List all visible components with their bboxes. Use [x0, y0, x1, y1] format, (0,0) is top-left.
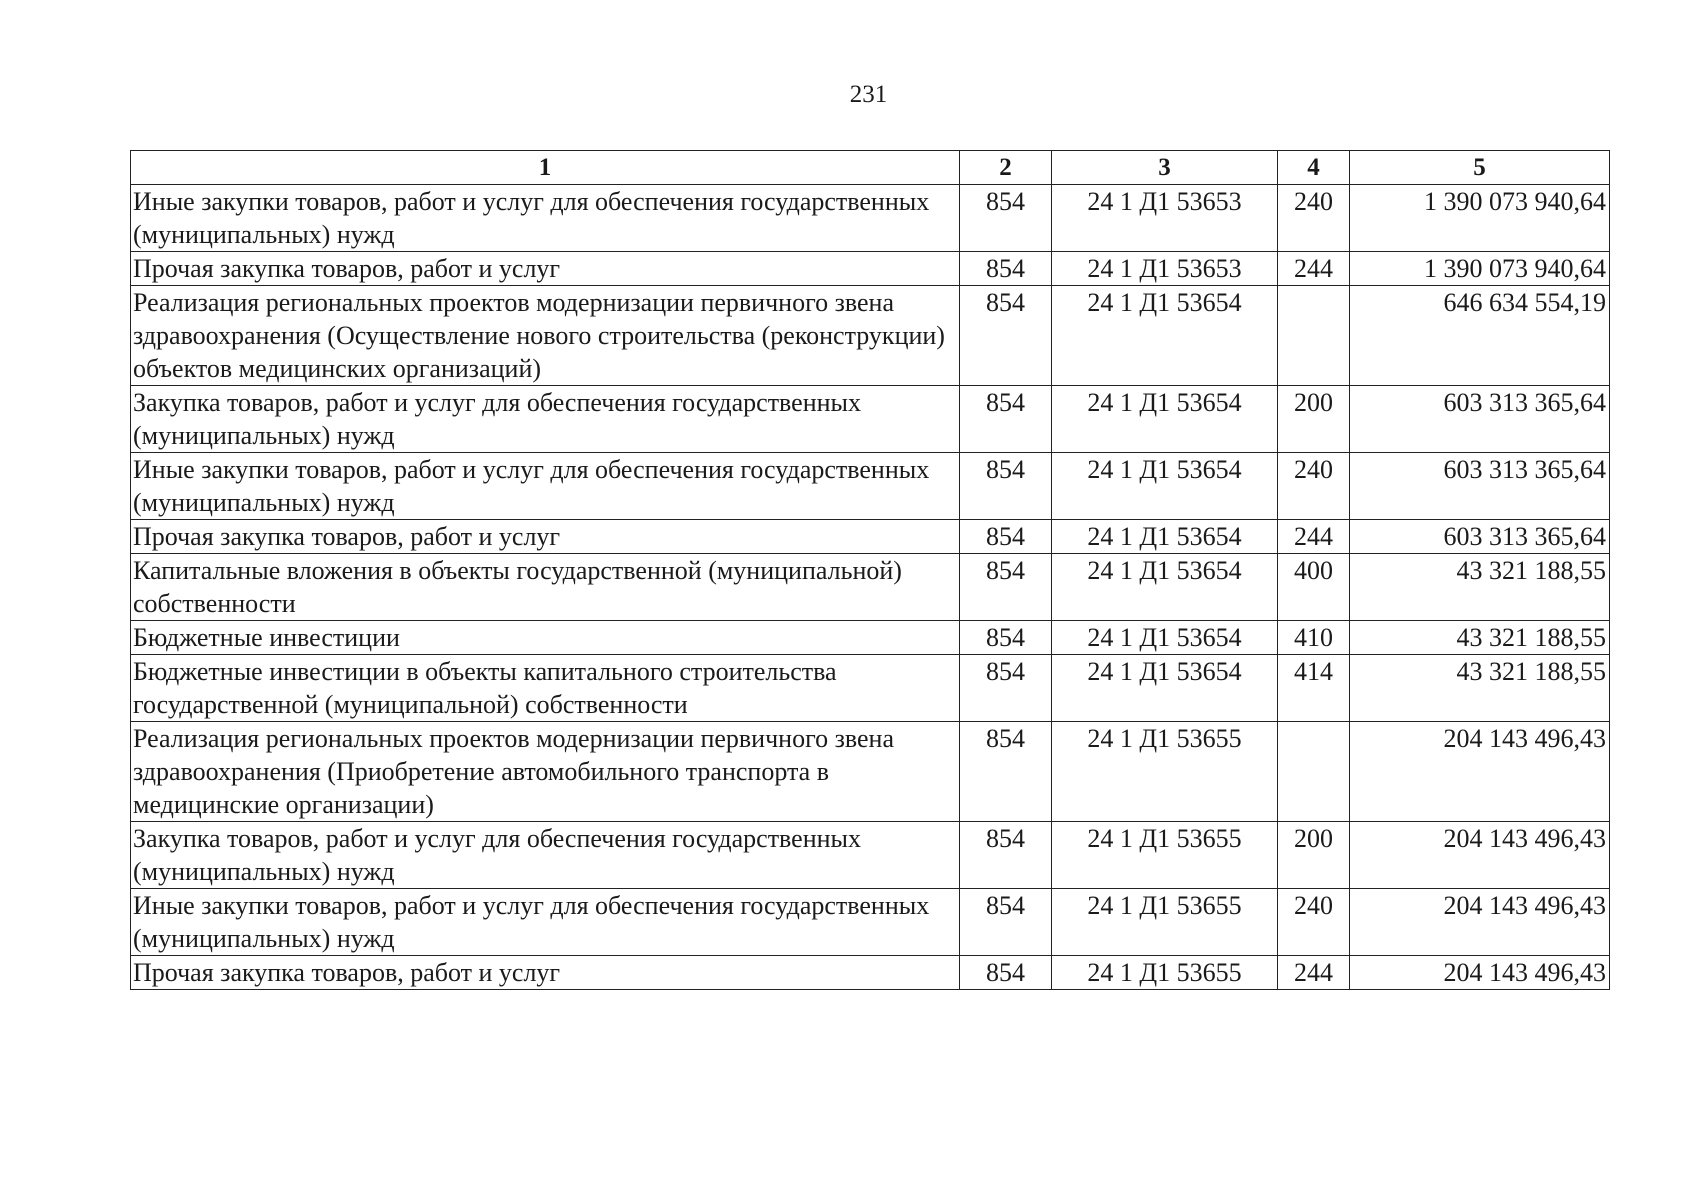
- amount-cell: 43 321 188,55: [1350, 655, 1610, 722]
- ministry-code-cell: 854: [960, 520, 1052, 554]
- ministry-code-cell: 854: [960, 286, 1052, 386]
- row-name-cell: Закупка товаров, работ и услуг для обеспечения государственных (муниципальных) нужд: [131, 822, 960, 889]
- target-code-cell: 24 1 Д1 53654: [1052, 453, 1278, 520]
- target-code-cell: 24 1 Д1 53653: [1052, 185, 1278, 252]
- target-code-cell: 24 1 Д1 53654: [1052, 655, 1278, 722]
- ministry-code-cell: 854: [960, 386, 1052, 453]
- amount-cell: 603 313 365,64: [1350, 453, 1610, 520]
- page-number: 231: [849, 81, 888, 108]
- amount-cell: 1 390 073 940,64: [1350, 252, 1610, 286]
- row-name-cell: Иные закупки товаров, работ и услуг для обеспечения государственных (муниципальных) нужд: [131, 185, 960, 252]
- amount-cell: 204 143 496,43: [1350, 889, 1610, 956]
- amount-cell: 646 634 554,19: [1350, 286, 1610, 386]
- column-header: 1: [131, 151, 960, 185]
- table-body: [131, 185, 1610, 990]
- row-name-cell: Закупка товаров, работ и услуг для обеспечения государственных (муниципальных) нужд: [131, 386, 960, 453]
- amount-cell: 204 143 496,43: [1350, 956, 1610, 990]
- ministry-code-cell: 854: [960, 252, 1052, 286]
- target-code-cell: 24 1 Д1 53655: [1052, 822, 1278, 889]
- table-row: [131, 621, 1610, 655]
- table-row: [131, 185, 1610, 252]
- budget-table: [130, 150, 1610, 990]
- expense-type-cell: [1278, 286, 1350, 386]
- row-name-cell: Иные закупки товаров, работ и услуг для обеспечения государственных (муниципальных) нужд: [131, 453, 960, 520]
- amount-cell: 1 390 073 940,64: [1350, 185, 1610, 252]
- ministry-code-cell: 854: [960, 185, 1052, 252]
- ministry-code-cell: 854: [960, 453, 1052, 520]
- table-row: [131, 889, 1610, 956]
- column-header: 5: [1350, 151, 1610, 185]
- expense-type-cell: 414: [1278, 655, 1350, 722]
- target-code-cell: 24 1 Д1 53654: [1052, 621, 1278, 655]
- ministry-code-cell: 854: [960, 655, 1052, 722]
- expense-type-cell: 410: [1278, 621, 1350, 655]
- expense-type-cell: 244: [1278, 520, 1350, 554]
- table-row: [131, 722, 1610, 822]
- target-code-cell: 24 1 Д1 53654: [1052, 520, 1278, 554]
- expense-type-cell: 244: [1278, 956, 1350, 990]
- expense-type-cell: 240: [1278, 889, 1350, 956]
- expense-type-cell: 240: [1278, 185, 1350, 252]
- amount-cell: 603 313 365,64: [1350, 520, 1610, 554]
- table-row: [131, 252, 1610, 286]
- ministry-code-cell: 854: [960, 822, 1052, 889]
- table-header-row: [131, 151, 1610, 185]
- row-name-cell: Капитальные вложения в объекты государственной (муниципальной) собственности: [131, 554, 960, 621]
- expense-type-cell: 400: [1278, 554, 1350, 621]
- table-row: [131, 956, 1610, 990]
- target-code-cell: 24 1 Д1 53654: [1052, 286, 1278, 386]
- ministry-code-cell: 854: [960, 621, 1052, 655]
- table-row: [131, 554, 1610, 621]
- amount-cell: 43 321 188,55: [1350, 554, 1610, 621]
- expense-type-cell: 240: [1278, 453, 1350, 520]
- ministry-code-cell: 854: [960, 554, 1052, 621]
- column-header: 4: [1278, 151, 1350, 185]
- target-code-cell: 24 1 Д1 53655: [1052, 956, 1278, 990]
- row-name-cell: Бюджетные инвестиции в объекты капитального строительства государственной (муниципальной) собственности: [131, 655, 960, 722]
- row-name-cell: Реализация региональных проектов модернизации первичного звена здравоохранения (Осуществление нового строительства (реконструкции) объектов медицинских организаций): [131, 286, 960, 386]
- table-row: [131, 286, 1610, 386]
- column-header: 3: [1052, 151, 1278, 185]
- column-header: 2: [960, 151, 1052, 185]
- target-code-cell: 24 1 Д1 53654: [1052, 554, 1278, 621]
- row-name-cell: Иные закупки товаров, работ и услуг для обеспечения государственных (муниципальных) нужд: [131, 889, 960, 956]
- table-row: [131, 453, 1610, 520]
- target-code-cell: 24 1 Д1 53654: [1052, 386, 1278, 453]
- amount-cell: 43 321 188,55: [1350, 621, 1610, 655]
- row-name-cell: Прочая закупка товаров, работ и услуг: [131, 252, 960, 286]
- table-row: [131, 386, 1610, 453]
- amount-cell: 204 143 496,43: [1350, 822, 1610, 889]
- table-row: [131, 822, 1610, 889]
- target-code-cell: 24 1 Д1 53655: [1052, 889, 1278, 956]
- row-name-cell: Реализация региональных проектов модернизации первичного звена здравоохранения (Приобретение автомобильного транспорта в медицинские организации): [131, 722, 960, 822]
- amount-cell: 204 143 496,43: [1350, 722, 1610, 822]
- expense-type-cell: 244: [1278, 252, 1350, 286]
- expense-type-cell: 200: [1278, 386, 1350, 453]
- expense-type-cell: 200: [1278, 822, 1350, 889]
- ministry-code-cell: 854: [960, 889, 1052, 956]
- ministry-code-cell: 854: [960, 956, 1052, 990]
- table-row: [131, 655, 1610, 722]
- row-name-cell: Бюджетные инвестиции: [131, 621, 960, 655]
- table-row: [131, 520, 1610, 554]
- row-name-cell: Прочая закупка товаров, работ и услуг: [131, 520, 960, 554]
- target-code-cell: 24 1 Д1 53655: [1052, 722, 1278, 822]
- amount-cell: 603 313 365,64: [1350, 386, 1610, 453]
- expense-type-cell: [1278, 722, 1350, 822]
- target-code-cell: 24 1 Д1 53653: [1052, 252, 1278, 286]
- row-name-cell: Прочая закупка товаров, работ и услуг: [131, 956, 960, 990]
- ministry-code-cell: 854: [960, 722, 1052, 822]
